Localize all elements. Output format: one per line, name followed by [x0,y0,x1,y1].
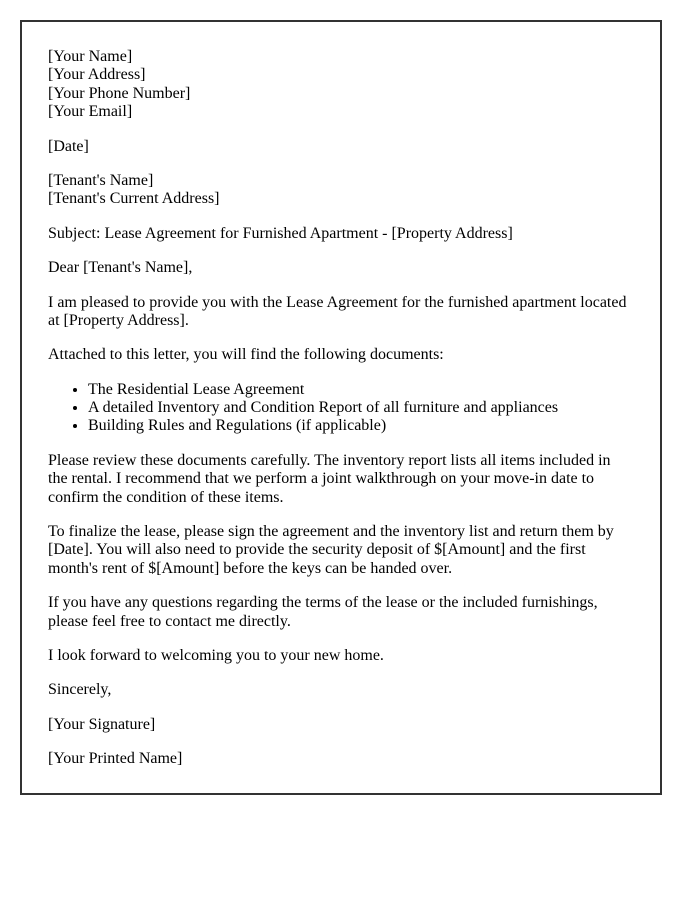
sender-address: [Your Address] [48,66,146,84]
paragraph-finalize: To finalize the lease, please sign the agreement and the inventory list and return them by [Date]. You will also need to provide the security deposit of $[Amount] and the first month's rent of $[Amount] before the keys can be handed over. [48,523,614,577]
signature-placeholder: [Your Signature] [48,715,156,733]
sender-block [48,48,634,122]
valediction: Sincerely, [48,681,112,699]
list-item: • A detailed Inventory and Condition Report of all furniture and appliances [88,399,634,417]
list-item: • The Residential Lease Agreement [88,381,634,399]
salutation: Dear [Tenant's Name], [48,259,193,277]
sender-email: [Your Email] [48,103,133,121]
sender-name: [Your Name] [48,48,133,65]
paragraph-welcome: I look forward to welcoming you to your new home. [48,646,384,664]
letter-date: [Date] [48,137,89,155]
attachments-list [48,381,634,436]
list-item: • Building Rules and Regulations (if applicable) [88,417,634,435]
sender-phone: [Your Phone Number] [48,84,191,102]
recipient-name: [Tenant's Name] [48,171,154,189]
printed-name-placeholder: [Your Printed Name] [48,750,183,768]
paragraph-review: Please review these documents carefully. The inventory report lists all items included in the rental. I recommend that we perform a joint walkthrough on your move-in date to confirm the condition of these items. [48,451,611,506]
subject-line: Subject: Lease Agreement for Furnished Apartment - [Property Address] [48,224,513,242]
letter-document [20,20,662,795]
paragraph-intro: I am pleased to provide you with the Lease Agreement for the furnished apartment located at [Property Address]. [48,293,627,329]
recipient-address: [Tenant's Current Address] [48,190,220,208]
paragraph-attachments-intro: Attached to this letter, you will find the following documents: [48,346,444,364]
recipient-block [48,172,634,209]
paragraph-questions: If you have any questions regarding the terms of the lease or the included furnishings, please feel free to contact me directly. [48,594,598,630]
